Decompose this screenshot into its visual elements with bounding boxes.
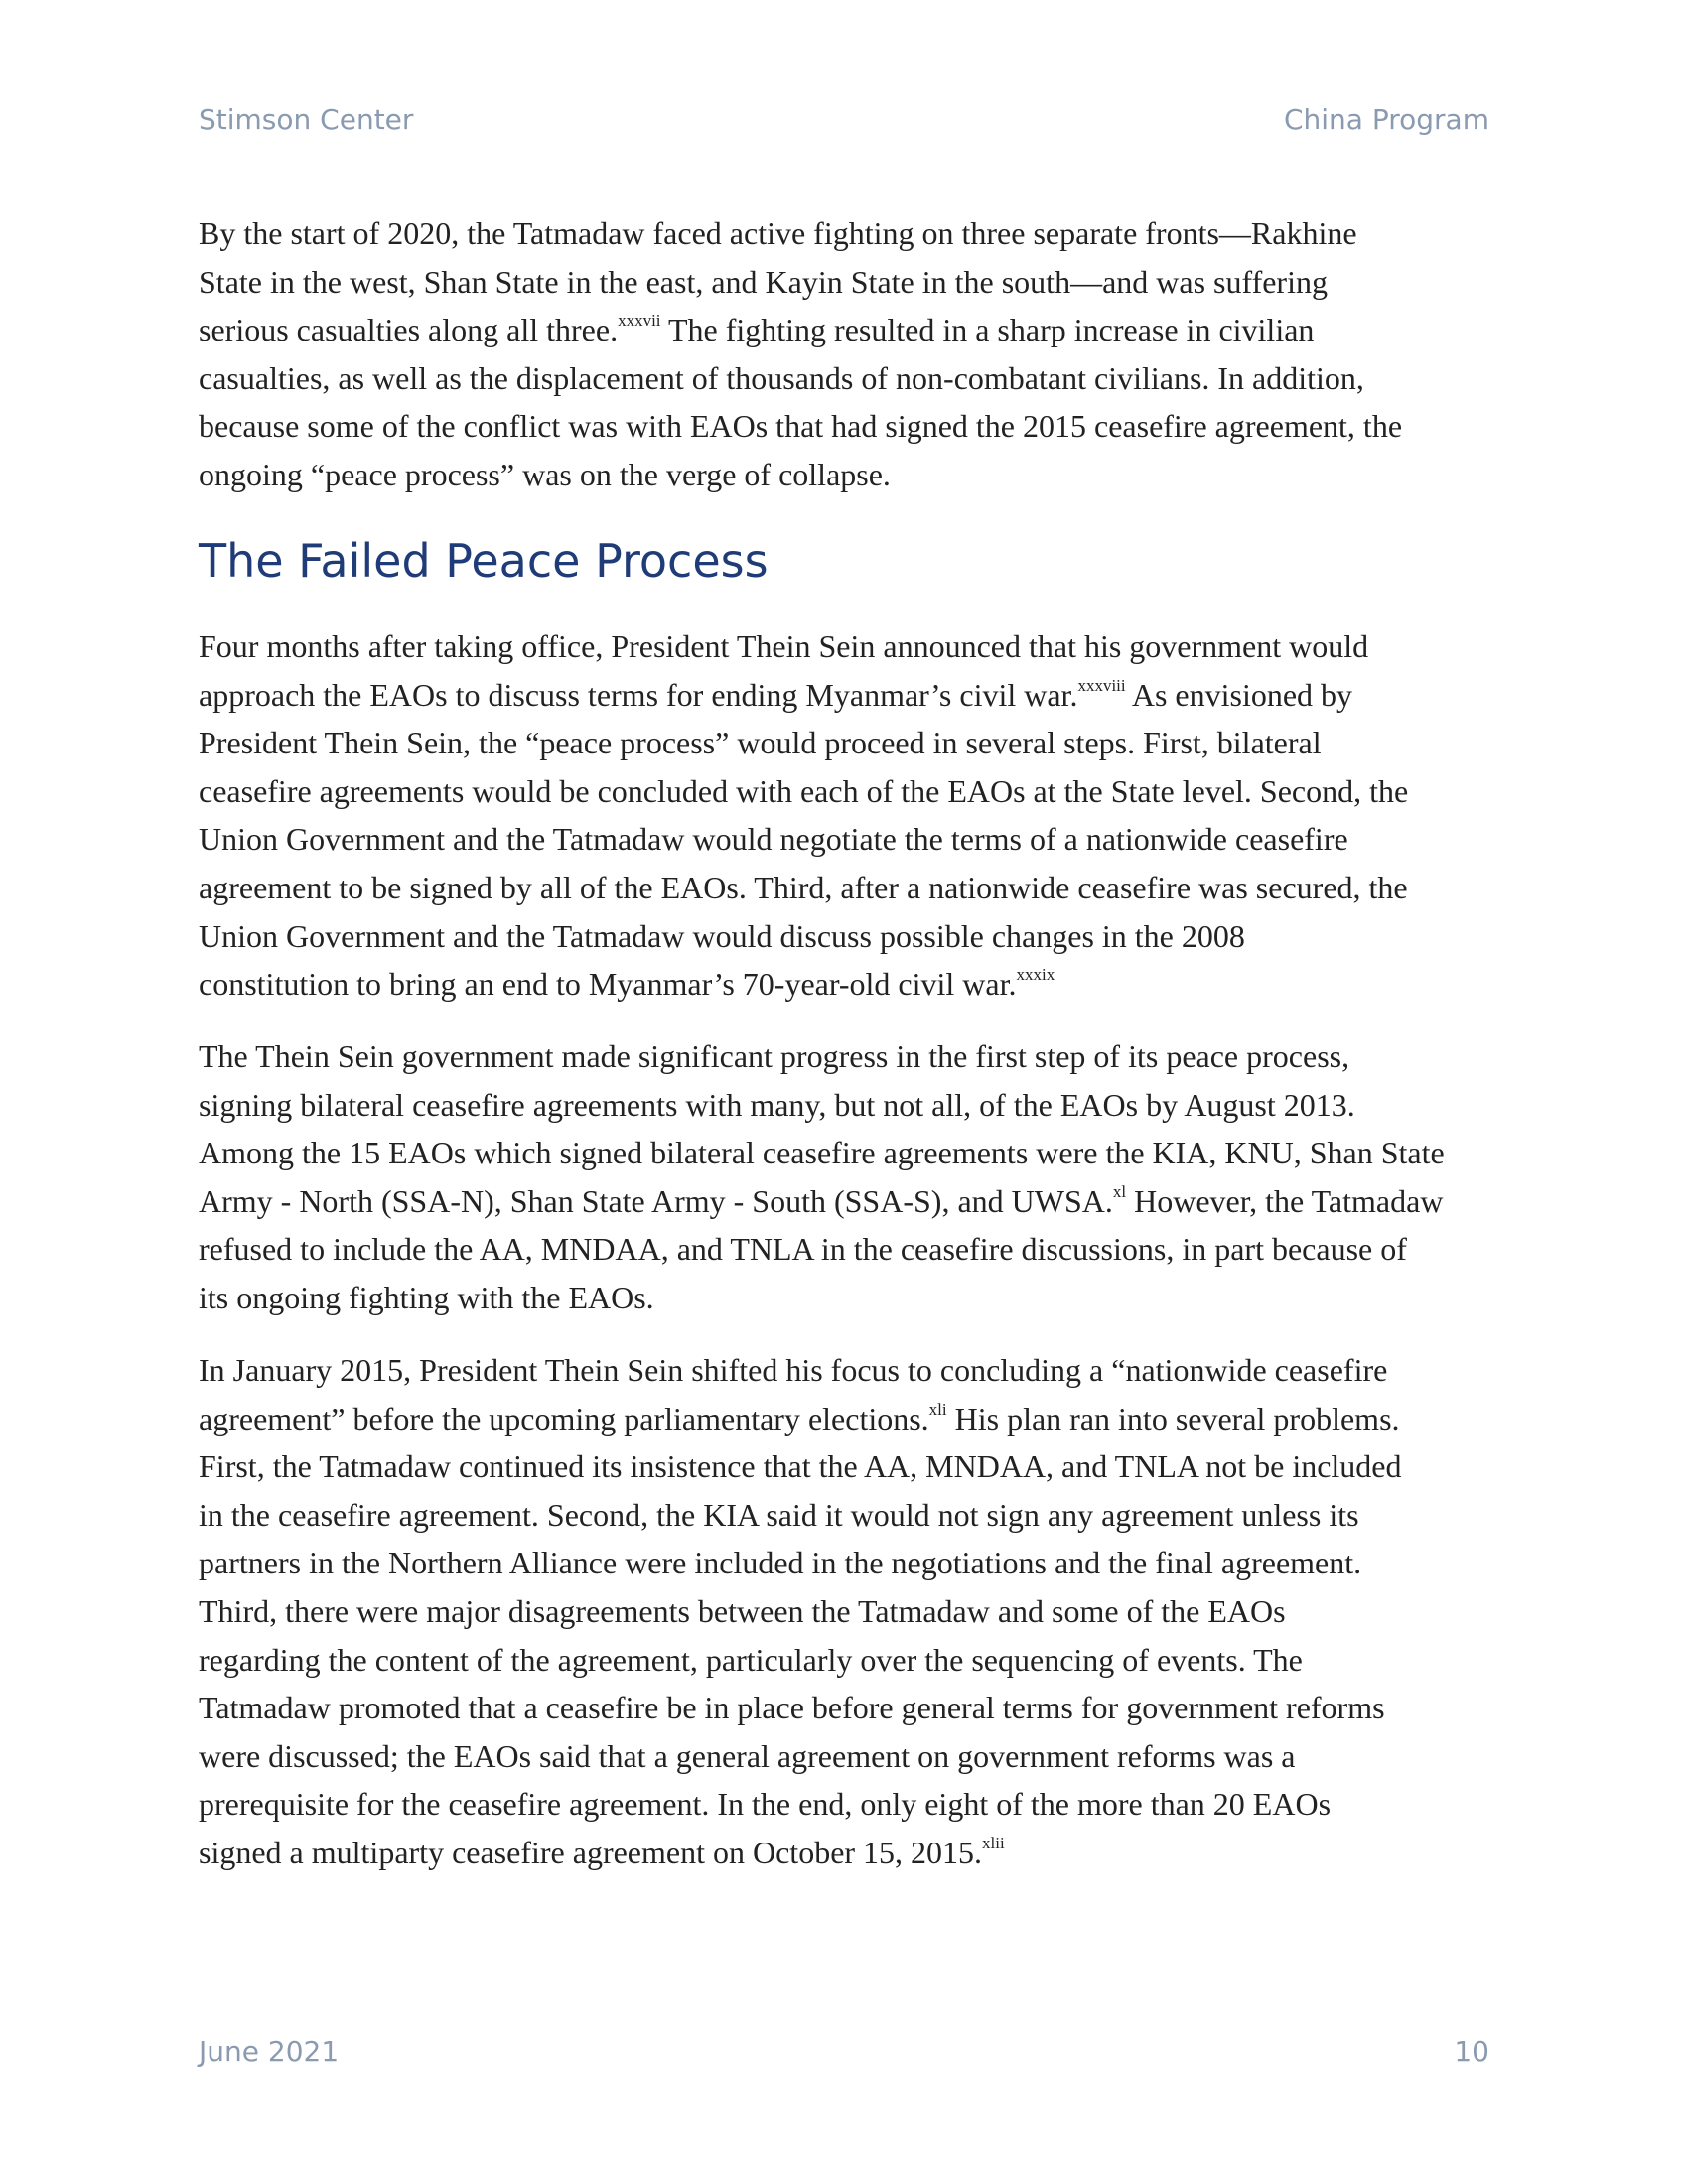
footer-date: June 2021 [199, 2035, 340, 2068]
page-number: 10 [1454, 2035, 1489, 2068]
text-line: State in the west, Shan State in the east, and Kayin State in the south—and was suffering [199, 263, 1328, 300]
running-header [199, 103, 1489, 143]
text-line: agreement to be signed by all of the EAOs. Third, after a nationwide ceasefire was secured, the [199, 869, 1408, 905]
paragraph-peace-process-steps [199, 622, 1489, 1009]
text-line: partners in the Northern Alliance were included in the negotiations and the final agreement. [199, 1545, 1362, 1581]
text-line: regarding the content of the agreement, particularly over the sequencing of events. The [199, 1641, 1303, 1678]
header-program: China Program [1283, 103, 1489, 136]
line-text: Army - North (SSA-N), Shan State Army - South (SSA-S), and UWSA. [199, 1182, 1113, 1219]
text-line: Third, there were major disagreements between the Tatmadaw and some of the EAOs [199, 1592, 1286, 1629]
text-line: Union Government and the Tatmadaw would negotiate the terms of a nationwide ceasefire [199, 821, 1348, 858]
text-line [199, 1177, 1489, 1226]
header-organization: Stimson Center [199, 103, 414, 136]
text-line: By the start of 2020, the Tatmadaw faced active fighting on three separate fronts—Rakhine [199, 215, 1357, 251]
text-line: President Thein Sein, the “peace process” would proceed in several steps. First, bilateral [199, 725, 1322, 761]
text-line: The Thein Sein government made significant progress in the first step of its peace process, [199, 1038, 1350, 1074]
section-heading: The Failed Peace Process [199, 534, 769, 588]
endnote-marker[interactable]: xxxix [1016, 965, 1055, 985]
text-line: Among the 15 EAOs which signed bilateral ceasefire agreements were the KIA, KNU, Shan State [199, 1135, 1445, 1171]
text-line: refused to include the AA, MNDAA, and TNLA in the ceasefire discussions, in part because of [199, 1231, 1407, 1268]
line-text: constitution to bring an end to Myanmar’s 70-year-old civil war. [199, 966, 1017, 1003]
text-line [199, 1395, 1489, 1443]
line-text: The fighting resulted in a sharp increase in civilian [660, 312, 1315, 348]
text-line: casualties, as well as the displacement of thousands of non-combatant civilians. In addition, [199, 359, 1364, 396]
endnote-marker[interactable]: xlii [982, 1833, 1005, 1852]
endnote-marker[interactable]: xxxvii [618, 311, 661, 331]
text-line [199, 960, 1489, 1009]
text-line: ceasefire agreements would be concluded with each of the EAOs at the State level. Second, the [199, 772, 1409, 809]
line-text: serious casualties along all three. [199, 312, 619, 348]
text-line: Union Government and the Tatmadaw would discuss possible changes in the 2008 [199, 917, 1245, 954]
line-text: signed a multiparty ceasefire agreement on October 15, 2015. [199, 1834, 983, 1870]
text-line: because some of the conflict was with EAOs that had signed the 2015 ceasefire agreement, the [199, 408, 1403, 445]
line-text: His plan ran into several problems. [946, 1400, 1400, 1436]
text-line: In January 2015, President Thein Sein shifted his focus to concluding a “nationwide ceasefire [199, 1352, 1388, 1388]
text-line [199, 1829, 1489, 1877]
line-text: However, the Tatmadaw [1126, 1182, 1444, 1219]
text-line [199, 306, 1489, 354]
text-line: Four months after taking office, President Thein Sein announced that his government would [199, 628, 1369, 664]
paragraph-intro [199, 209, 1489, 499]
running-footer [199, 2035, 1489, 2075]
text-line: prerequisite for the ceasefire agreement. In the end, only eight of the more than 20 EAOs [199, 1786, 1332, 1823]
text-line: signing bilateral ceasefire agreements with many, but not all, of the EAOs by August 2013. [199, 1086, 1355, 1123]
paragraph-bilateral-ceasefires [199, 1032, 1489, 1322]
endnote-marker[interactable]: xli [928, 1399, 947, 1419]
text-line: First, the Tatmadaw continued its insistence that the AA, MNDAA, and TNLA not be included [199, 1448, 1402, 1485]
line-text: approach the EAOs to discuss terms for ending Myanmar’s civil war. [199, 676, 1078, 713]
line-text: As envisioned by [1125, 676, 1353, 713]
text-line: were discussed; the EAOs said that a general agreement on government reforms was a [199, 1737, 1296, 1774]
text-line: in the ceasefire agreement. Second, the KIA said it would not sign any agreement unless its [199, 1496, 1359, 1533]
text-line: ongoing “peace process” was on the verge of collapse. [199, 456, 891, 492]
line-text: agreement” before the upcoming parliamentary elections. [199, 1400, 929, 1436]
endnote-marker[interactable]: xxxviii [1077, 675, 1126, 695]
paragraph-nationwide-ceasefire [199, 1346, 1489, 1877]
text-line: Tatmadaw promoted that a ceasefire be in place before general terms for government reforms [199, 1690, 1385, 1726]
text-line [199, 671, 1489, 720]
endnote-marker[interactable]: xl [1112, 1181, 1127, 1201]
text-line: its ongoing fighting with the EAOs. [199, 1279, 654, 1315]
